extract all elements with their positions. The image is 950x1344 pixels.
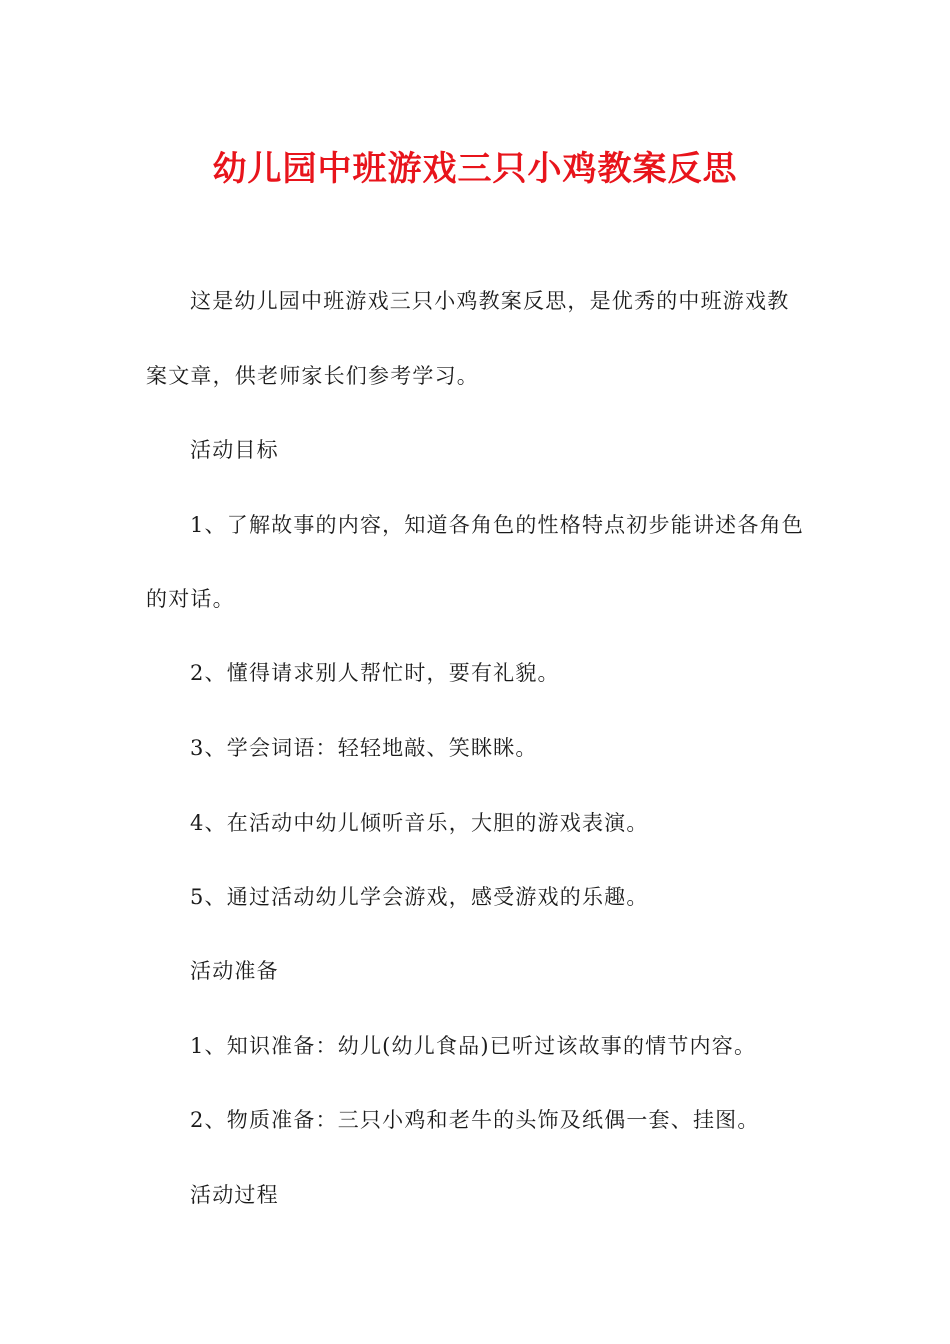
- goal-item-1-line-2: 的对话。: [146, 587, 235, 611]
- section-heading-process: 活动过程: [190, 1183, 279, 1207]
- intro-line-2: 案文章，供老师家长们参考学习。: [146, 364, 479, 388]
- document-title: 幼儿园中班游戏三只小鸡教案反思: [212, 149, 738, 189]
- goal-item-3: 3、学会词语：轻轻地敲、笑眯眯。: [190, 736, 538, 760]
- section-heading-preparation: 活动准备: [190, 959, 279, 983]
- section-heading-goals: 活动目标: [190, 438, 279, 462]
- preparation-item-1: 1、知识准备：幼儿(幼儿食品)已听过该故事的情节内容。: [190, 1034, 757, 1058]
- preparation-item-2: 2、物质准备：三只小鸡和老牛的头饰及纸偶一套、挂图。: [190, 1108, 760, 1132]
- intro-line-1: 这是幼儿园中班游戏三只小鸡教案反思，是优秀的中班游戏教: [190, 289, 790, 313]
- goal-item-5: 5、通过活动幼儿学会游戏，感受游戏的乐趣。: [190, 885, 649, 909]
- goal-item-1-line-1: 1、了解故事的内容，知道各角色的性格特点初步能讲述各角色: [190, 513, 804, 537]
- goal-item-4: 4、在活动中幼儿倾听音乐，大胆的游戏表演。: [190, 811, 649, 835]
- goal-item-2: 2、懂得请求别人帮忙时，要有礼貌。: [190, 661, 560, 685]
